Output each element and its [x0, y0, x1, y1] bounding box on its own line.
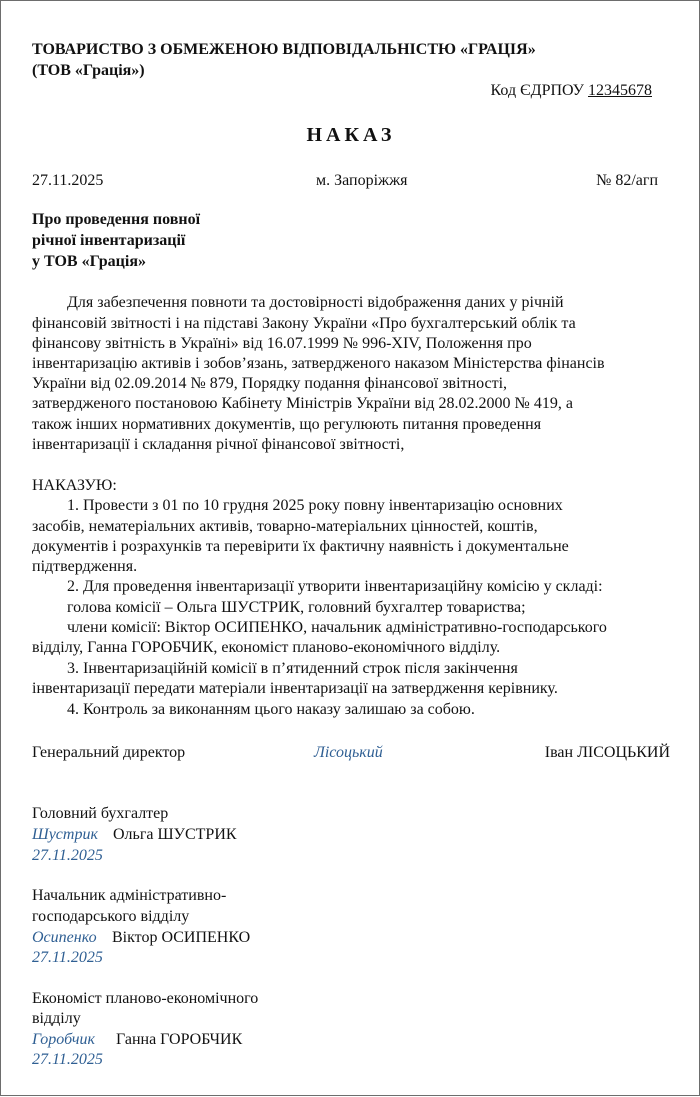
preamble-line: також інших нормативних документів, що регулюють питання проведення	[32, 416, 542, 433]
order-word: НАКАЗУЮ:	[32, 477, 117, 494]
acquaintance-name: Віктор ОСИПЕНКО	[112, 929, 251, 946]
acquaintance-date: 27.11.2025	[32, 847, 103, 864]
acquaintance-name: Ольга ШУСТРИК	[113, 826, 237, 843]
preamble-line: фінансову звітність в Україні» від 16.07.1999 № 996-XIV, Положення про	[32, 335, 532, 352]
director-signature: Лісоцький	[314, 744, 383, 761]
preamble-line: України від 02.09.2014 № 879, Порядку подання фінансової звітності,	[32, 375, 508, 392]
edrpou-label: Код ЄДРПОУ	[490, 82, 584, 99]
order-number: № 82/агп	[596, 172, 658, 189]
company-short-name: (ТОВ «Грація»)	[32, 62, 145, 79]
acquaintance-signature: Горобчик	[32, 1031, 96, 1048]
subject-line: річної інвентаризації	[32, 232, 186, 249]
order-line: члени комісії: Віктор ОСИПЕНКО, начальник адміністративно-господарського	[67, 619, 607, 636]
preamble-line: затвердженого постановою Кабінету Міністрів України від 28.02.2000 № 419, а	[32, 395, 573, 412]
edrpou	[491, 81, 652, 101]
order-line: 1. Провести з 01 по 10 грудня 2025 року повну інвентаризацію основних	[67, 497, 563, 514]
preamble-line: інвентаризацію активів і зобов’язань, затвердженого наказом Міністерства фінансів	[32, 355, 605, 372]
order-line: відділу, Ганна ГОРОБЧИК, економіст планово-економічного відділу.	[32, 639, 501, 656]
document-title: НАКАЗ	[306, 124, 396, 146]
acquaintance-position: Економіст планово-економічного	[32, 990, 259, 1007]
edrpou-value: 12345678	[588, 82, 652, 99]
acquaintance-date: 27.11.2025	[32, 1051, 103, 1068]
order-line: 4. Контроль за виконанням цього наказу залишаю за собою.	[67, 701, 475, 718]
acquaintance-name: Ганна ГОРОБЧИК	[116, 1031, 243, 1048]
director-name: Іван ЛІСОЦЬКИЙ	[544, 744, 670, 761]
acquaintance-position: відділу	[32, 1010, 81, 1027]
order-line: підтвердження.	[32, 558, 138, 575]
acquaintance-date: 27.11.2025	[32, 949, 103, 966]
acquaintance-position: господарського відділу	[32, 908, 190, 925]
order-document	[1, 1, 700, 1097]
order-date: 27.11.2025	[32, 172, 104, 189]
acquaintance-position: Головний бухгалтер	[32, 805, 169, 822]
subject-line: у ТОВ «Грація»	[32, 253, 146, 270]
order-city: м. Запоріжжя	[316, 172, 408, 189]
acquaintance-position: Начальник адміністративно-	[32, 887, 227, 904]
order-line: голова комісії – Ольга ШУСТРИК, головний бухгалтер товариства;	[67, 599, 526, 616]
subject-line: Про проведення повної	[32, 211, 201, 228]
director-position: Генеральний директор	[32, 744, 186, 761]
order-line: 3. Інвентаризаційній комісії в п’ятиденний строк після закінчення	[67, 660, 518, 677]
order-line: 2. Для проведення інвентаризації утворити інвентаризаційну комісію у складі:	[67, 578, 603, 595]
preamble-line: інвентаризації і складання річної фінансової звітності,	[32, 436, 405, 453]
order-line: документів і розрахунків та перевірити їх фактичну наявність і документальне	[32, 538, 569, 555]
order-line: інвентаризації передати матеріали інвентаризації на затвердження керівнику.	[32, 680, 558, 697]
company-full-name: ТОВАРИСТВО З ОБМЕЖЕНОЮ ВІДПОВІДАЛЬНІСТЮ «ГРАЦІЯ»	[32, 41, 536, 58]
acquaintance-signature: Шустрик	[32, 826, 98, 843]
order-line: засобів, нематеріальних активів, товарно-матеріальних цінностей, коштів,	[32, 518, 538, 535]
acquaintance-signature: Осипенко	[32, 929, 97, 946]
preamble-line: Для забезпечення повноти та достовірності відображення даних у річній	[67, 294, 564, 311]
preamble-line: фінансовій звітності і на підставі Закону України «Про бухгалтерський облік та	[32, 315, 576, 332]
